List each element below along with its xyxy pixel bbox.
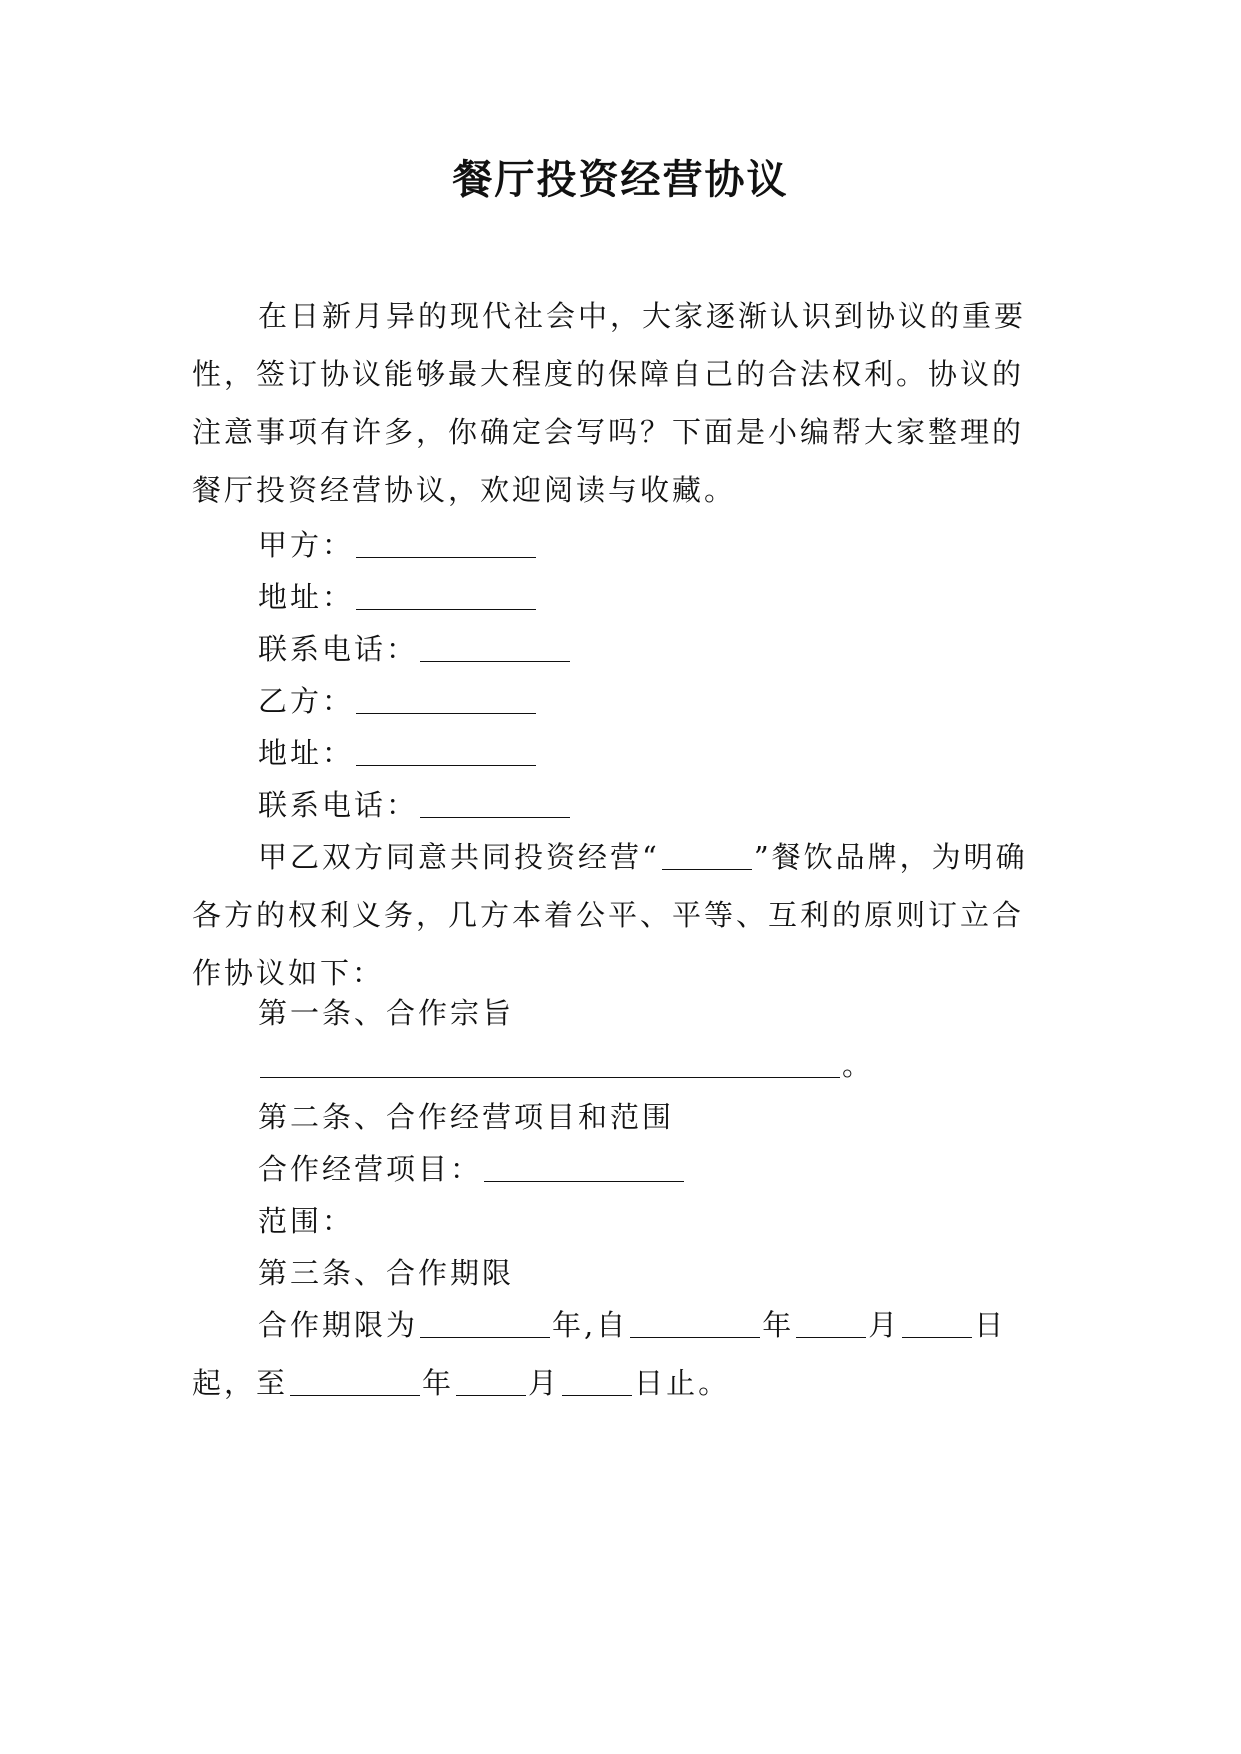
article2-heading: 第二条、合作经营项目和范围 <box>258 1100 675 1134</box>
party-b-phone-line <box>258 776 572 834</box>
start-day-suffix: 日起， <box>192 1308 1007 1400</box>
end-year-unit: 年 <box>422 1366 455 1400</box>
intro-paragraph: 在日新月异的现代社会中，大家逐渐认识到协议的重要性，签订协议能够最大程度的保障自己的合法权利。协议的注意事项有许多，你确定会写吗？下面是小编帮大家整理的餐厅投资经营协议，欢迎阅读与收藏。 <box>192 299 1027 507</box>
party-b-address-blank <box>356 741 536 766</box>
party-a-address-blank <box>356 585 536 610</box>
party-a-phone-blank <box>420 637 570 662</box>
term-year-from: 年,自 <box>552 1308 629 1342</box>
article2-project-line <box>258 1140 686 1198</box>
party-b-phone-label: 联系电话： <box>258 788 419 822</box>
article1-end-mark: 。 <box>842 1048 875 1082</box>
end-month-unit: 月 <box>528 1366 561 1400</box>
end-day-suffix: 日止。 <box>634 1366 731 1400</box>
article2-scope-line: 范围： <box>258 1204 355 1238</box>
party-b-phone-blank <box>420 793 570 818</box>
party-b-label: 乙方： <box>258 684 355 718</box>
end-day-blank <box>562 1371 632 1396</box>
article3-heading: 第三条、合作期限 <box>258 1256 515 1290</box>
article1-content-line <box>258 1036 874 1094</box>
brand-blank <box>662 845 752 870</box>
term-to: 至 <box>256 1366 289 1400</box>
article1-heading: 第一条、合作宗旨 <box>258 996 515 1030</box>
party-a-address-line <box>258 568 538 626</box>
party-b-blank <box>356 689 536 714</box>
term-years-blank <box>420 1313 550 1338</box>
start-day-blank <box>902 1313 972 1338</box>
party-a-label: 甲方： <box>258 528 355 562</box>
article2-project-label: 合作经营项目： <box>258 1152 483 1186</box>
party-b-address-label: 地址： <box>258 736 355 770</box>
party-b-line <box>258 672 538 730</box>
party-a-phone-label: 联系电话： <box>258 632 419 666</box>
preamble-before: 甲乙双方同意共同投资经营“ <box>258 840 660 874</box>
party-a-address-label: 地址： <box>258 580 355 614</box>
start-year-blank <box>630 1313 760 1338</box>
preamble-after: ”餐饮品牌，为明确各方的权利义务，几方本着公平、平等、互利的原则订立合作协议如下： <box>192 840 1028 990</box>
term-prefix: 合作期限为 <box>258 1308 419 1342</box>
start-year-unit: 年 <box>762 1308 795 1342</box>
article2-project-blank <box>484 1157 684 1182</box>
article3-term-paragraph <box>192 1296 1052 1412</box>
preamble-paragraph <box>192 828 1052 1002</box>
party-a-blank <box>356 533 536 558</box>
party-b-address-line <box>258 724 538 782</box>
article1-blank <box>260 1053 840 1078</box>
party-a-phone-line <box>258 620 572 678</box>
start-month-blank <box>796 1313 866 1338</box>
end-year-blank <box>290 1371 420 1396</box>
party-a-line <box>258 516 538 574</box>
document-title: 餐厅投资经营协议 <box>452 157 789 203</box>
end-month-blank <box>456 1371 526 1396</box>
start-month-unit: 月 <box>868 1308 901 1342</box>
